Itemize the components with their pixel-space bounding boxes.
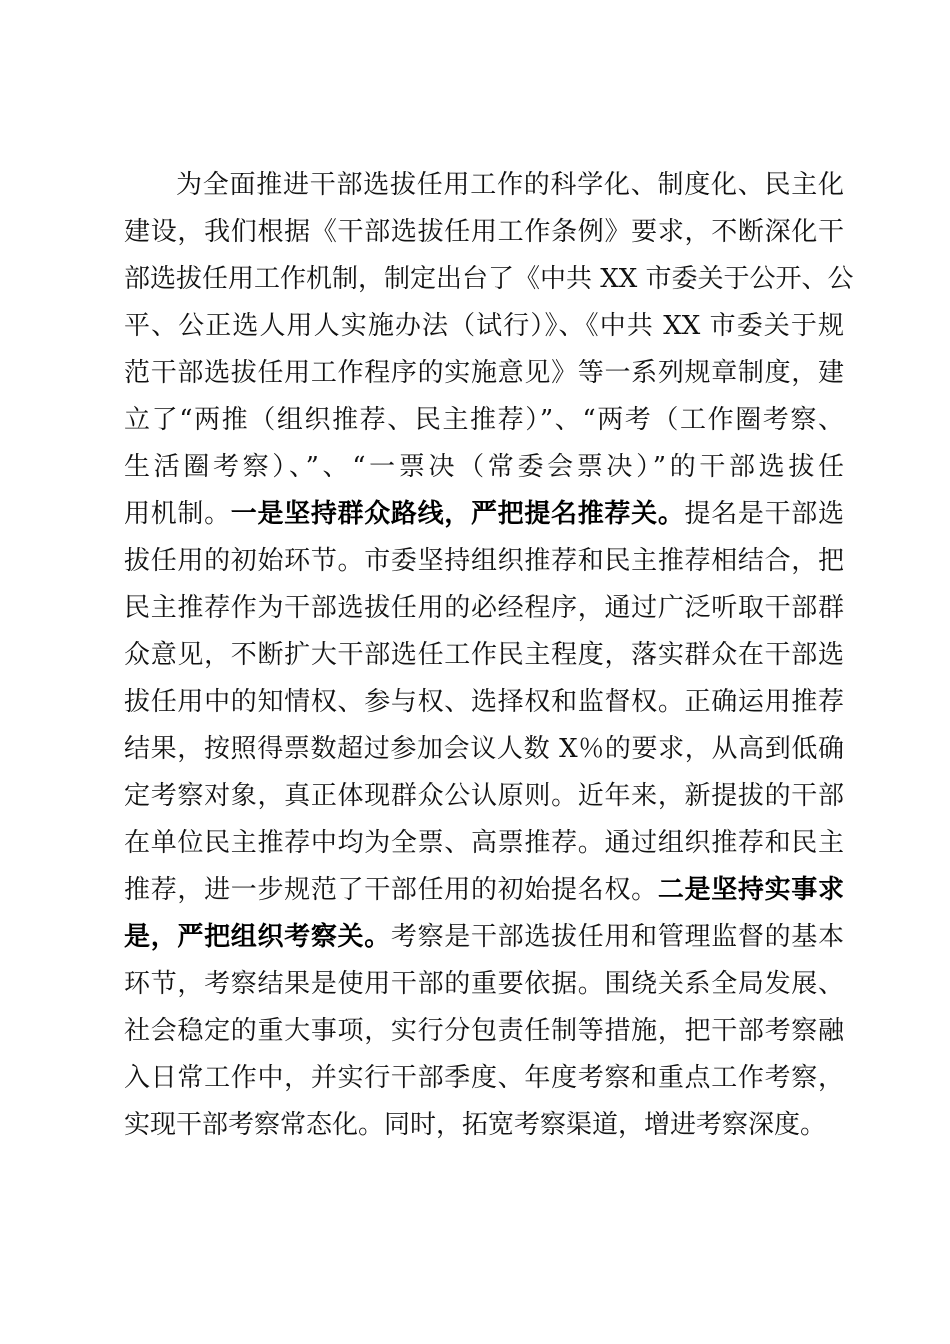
text-line-5: 范干部选拔任用工作程序的实施意见》等一系列规章制度，建 xyxy=(124,358,844,388)
text-line-21: 实现干部考察常态化。同时，拓宽考察渠道，增进考察深度。 xyxy=(124,1110,827,1140)
body-paragraph xyxy=(124,162,854,1149)
text-line-6: 立了“两推（组织推荐、民主推荐）”、“两考（工作圈考察、 xyxy=(124,405,844,435)
text-line-13: 结果，按照得票数超过参加会议人数 X％的要求，从高到低确 xyxy=(124,734,844,764)
text-line-2: 建设，我们根据《干部选拔任用工作条例》要求，不断深化干 xyxy=(124,217,844,247)
text-line-16: 推荐，进一步规范了干部任用的初始提名权。二是坚持实事求 xyxy=(124,875,844,905)
bold-heading-1: 一是坚持群众路线，严把提名推荐关。 xyxy=(230,499,685,529)
text-line-8: 用机制。一是坚持群众路线，严把提名推荐关。提名是干部选 xyxy=(124,499,844,529)
text-line-3: 部选拔任用工作机制，制定出台了《中共 XX 市委关于公开、公 xyxy=(124,264,854,294)
text-line-17: 是，严把组织考察关。考察是干部选拔任用和管理监督的基本 xyxy=(124,922,844,952)
text-line-9: 拔任用的初始环节。市委坚持组织推荐和民主推荐相结合，把 xyxy=(124,546,844,576)
bold-heading-2-part-2: 是，严把组织考察关。 xyxy=(124,922,391,952)
text-line-18: 环节，考察结果是使用干部的重要依据。围绕关系全局发展、 xyxy=(124,969,844,999)
text-line-4: 平、公正选人用人实施办法（试行）》、《中共 XX 市委关于规 xyxy=(124,311,844,341)
text-line-20: 入日常工作中，并实行干部季度、年度考察和重点工作考察， xyxy=(124,1063,844,1093)
text-line-15: 在单位民主推荐中均为全票、高票推荐。通过组织推荐和民主 xyxy=(124,828,844,858)
text-line-14: 定考察对象，真正体现群众公认原则。近年来，新提拔的干部 xyxy=(124,781,844,811)
text-line-1: 为全面推进干部选拔任用工作的科学化、制度化、民主化 xyxy=(176,170,844,200)
text-line-11: 众意见，不断扩大干部选任工作民主程度，落实群众在干部选 xyxy=(124,640,844,670)
text-line-10: 民主推荐作为干部选拔任用的必经程序，通过广泛听取干部群 xyxy=(124,593,844,623)
text-line-19: 社会稳定的重大事项，实行分包责任制等措施，把干部考察融 xyxy=(124,1016,844,1046)
text-line-7: 生活圈考察）、”、“一票决（常委会票决）”的干部选拔任 xyxy=(124,452,844,482)
text-line-12: 拔任用中的知情权、参与权、选择权和监督权。正确运用推荐 xyxy=(124,687,844,717)
bold-heading-2-part-1: 二是坚持实事求 xyxy=(657,875,844,905)
